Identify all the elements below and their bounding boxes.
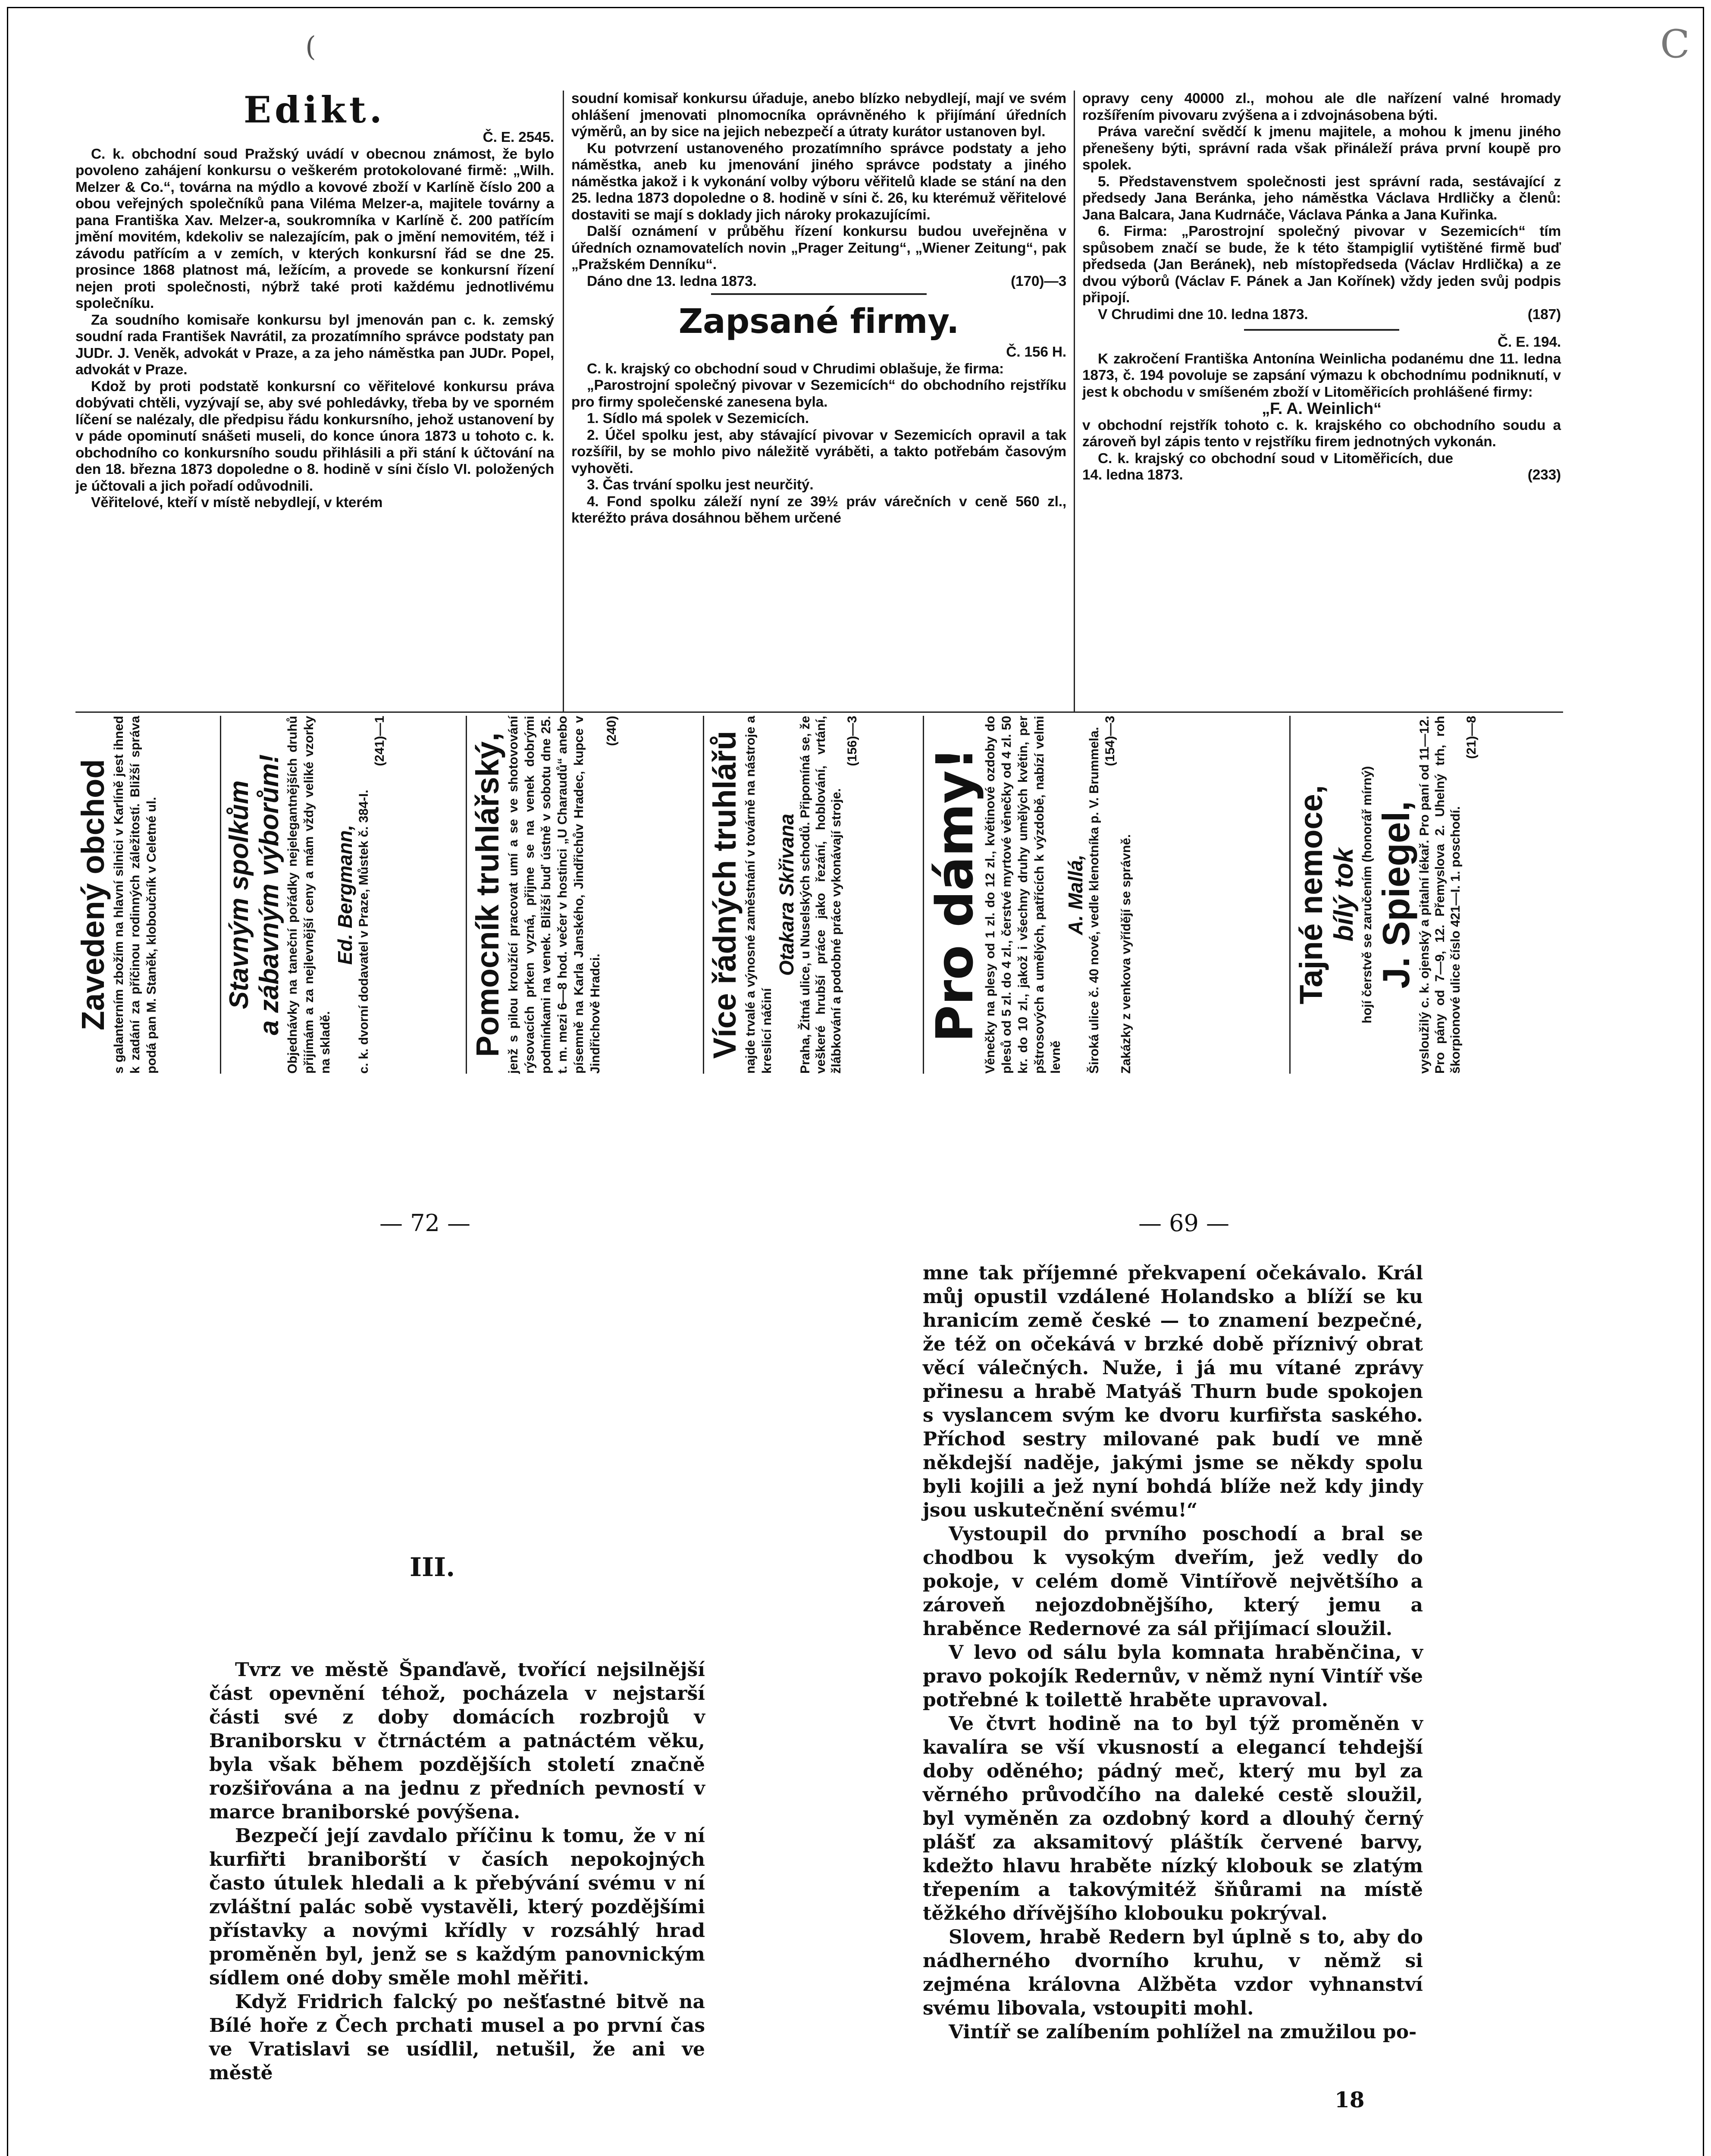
- page-number-left: — 72 —: [379, 1210, 471, 1237]
- firms-paragraph: „Parostrojní společný pivovar v Sezemicích“ do obchodního rejstříku pro firmy společenské zanesena byla.: [571, 377, 1066, 410]
- weinlich-sign: C. k. krajský co obchodní soud v Litoměřicích, due 14. ledna 1873.: [1082, 450, 1453, 483]
- ad-signature-note: c. k. dvorní dodavatel v Praze, Můstek č. 384-I.: [357, 790, 371, 1074]
- book-paragraph: Tvrz ve městě Španďavě, tvořící nejsilnější část opevnění téhož, pocházela v nejstarší části své z doby domácích rozbrojů v Braniborsku v čtrnáctém a patnáctém věku, byla však během pozdějších století značně rozšiřována a na jednu z předních pevností v marce braniborské povýšena.: [209, 1659, 705, 1823]
- ad-divider: [923, 716, 924, 1074]
- firms-continued-column: [1082, 91, 1561, 484]
- firms-paragraph: opravy ceny 40000 zl., mohou ale dle nařízení valné hromady rozšířením pivovaru zvýšena a i zdvojnásobena býti.: [1082, 91, 1561, 123]
- ad-truhlaru: [707, 716, 921, 1074]
- ad-divider: [1289, 716, 1291, 1074]
- ad-spolkum: [224, 716, 464, 1074]
- book-paragraph: Slovem, hrabě Redern byl úplně s to, aby do nádherného dvorního kruhu, v němž si zejména královna Alžběta vzdor vyhnanství svému libovala, vstoupiti mohl.: [923, 1926, 1423, 2019]
- firms-paragraph: 5. Představenstvem společnosti jest správní rada, sestávající z předsedy Jana Beránka, jeho náměstka Václava Hrdličky a členů: Jana Balcara, Jana Kudrnáče, Václava Pánka a Jana Kuřinka.: [1082, 173, 1561, 223]
- book-paragraph: Vystoupil do prvního poschodí a bral se chodbou k vysokým dveřím, jež vedly do pokoje, v celém domě Vintířově největšího a zároveň nejozdobnějšího, který jemu a hraběnce Redernové za sál přijímací sloužil.: [923, 1523, 1423, 1640]
- ad-signature-note: Široká ulice č. 40 nové, vedle klenotníka p. V. Brummela.: [1087, 727, 1101, 1074]
- edikt-ref: Č. E. 2545.: [483, 129, 554, 145]
- page-number-right: — 69 —: [1138, 1210, 1230, 1237]
- advertisements-band: [75, 716, 1563, 1074]
- ad-heading: Pro dámy!: [925, 747, 984, 1043]
- chrudim-dateline: [1082, 307, 1561, 323]
- ad-zavedeny-obchod: [75, 716, 218, 1074]
- edikt-paragraph: Věřitelové, kteří v místě nebydlejí, v kterém: [91, 495, 383, 511]
- firms-paragraph: 4. Fond spolku záleží nyní ze 39½ práv várečních v ceně 560 zl., kteréžto práva dosáhnou během určené: [571, 493, 1066, 526]
- ad-ref: (154)—3: [1103, 716, 1117, 766]
- weinlich-firm: „F. A. Weinlich“: [1262, 400, 1382, 418]
- section-divider: [1244, 329, 1399, 331]
- ad-signature-note: vysloužilý c. k. ojenský a pitalní lékař. Pro paní od 11—12. Pro pány od 7—9, 12. Přemyslova 2. Uhelný trh, roh škorpionové ulice číslo 421—I. 1. poschodí.: [1417, 716, 1463, 1074]
- edikt-paragraph: C. k. obchodní soud Pražský uvádí v obecnou známost, že bylo povoleno zahájení konkursu o veškerém protokolované firmě: „Wilh. Melzer & Co.“, továrna na mýdlo a kovové zboží v Karlíně číslo 200 a obou veřejných společníků pana Viléma Melzer-a, majitele továrny a pana Františka Xav. Melzer-a, soukromníka v Karlíně č. 200 patřícím jmění movitém, kdekoliv se nalezajícím, pak o jmění nemovitém, též i závodu patřícím a v zemích, v kterých konkursní řád se dne 25. prosince 1868 platnost má, ležícím, a provede se konkursní řízení nejen proti společnosti, nýbrž také proti každému jednotlivému společníku.: [75, 146, 554, 311]
- ad-ref: (241)—1: [373, 716, 387, 766]
- chrudim-date: V Chrudimi dne 10. ledna 1873.: [1098, 306, 1308, 323]
- book-paragraph: mne tak příjemné překvapení očekávalo. Král můj opustil vzdálené Holandsko a blíží se ku hranicím země české — to znamení bezpečné, že též on očekává v brzké době příznivý obrat věcí válečných. Nuže, i já mu vítané zprávy přinesu a hrabě Matyáš Thurn bude spokojen s vyslancem svým ke dvoru kurfiřsta saského. Příchod sestry milované pak budí ve mně někdejší naděje, jakými jsme se někdy spolu byli kojili a jež nyní bohdá blíže než kdy jindy jsou uskutečnění svému!“: [923, 1262, 1423, 1521]
- book-page-left: [209, 1658, 705, 2085]
- notice-paragraph: Další oznámení v průběhu řízení konkursu budou uveřejněna v úředních oznamovatelích novin „Prager Zeitung“, „Wiener Zeitung“, pak „Pražském Denníku“.: [571, 223, 1066, 273]
- ad-pro-damy: [927, 716, 1287, 1074]
- ad-subheading: bílý tok: [1329, 848, 1359, 942]
- ad-ref: (156)—3: [845, 716, 859, 766]
- notice-dateline: [571, 273, 1066, 290]
- book-page-right: [923, 1261, 1423, 2044]
- firms-heading: Zapsané firmy.: [678, 302, 959, 341]
- book-paragraph: Bezpečí její zavdalo příčinu k tomu, že v ní kurfiřti braniborští v časích nepokojných často útulek hledali a k přebývání svému v ní zvláštní palác sobě vystavěli, který pozdějšími přístavky a novými křídly v rozsáhlý hrad proměněn byl, jenž se s každým panovnickým sídlem oné doby směle mohl měřiti.: [209, 1825, 705, 1989]
- ads-top-rule: [75, 711, 1563, 713]
- edikt-paragraph: Kdož by proti podstatě konkursní co věřitelové konkursu práva dobývati chtěli, vyzývají se, aby své pohledávky, třeba by ve sporném líčení se nalézaly, dle předpisu řádu konkursního, jehož ustanovení by v páde opominutí snášeti museli, do konce února 1873 u tohoto c. k. obchodního co konkursního soudu přihlásili a při stání k účtování na den 18. března 1873 dopoledne o 8. hodině v síni číslo VI. položených je účtovali a jich pořadí odůvodnili.: [75, 378, 554, 494]
- firms-paragraph: 3. Čas trvání spolku jest neurčitý.: [587, 477, 814, 493]
- notice-column: [571, 91, 1066, 527]
- ad-subheading: a zábavným výborům!: [254, 754, 284, 1035]
- ad-heading: Pomocník truhlářský,: [470, 732, 505, 1057]
- book-paragraph: Když Fridrich falcký po nešťastné bitvě na Bílé hoře z Čech prchati musel a po první čas ve Vratislavi se usídlil, netušil, že ani ve městě: [209, 1991, 705, 2084]
- column-rule: [563, 91, 564, 711]
- firms-paragraph: Práva vareční svědčí k jmenu majitele, a mohou k jmenu jiného přenešeny býti, správní rada však přináleží práva první koupě pro spolek.: [1082, 124, 1561, 173]
- ad-divider: [220, 716, 221, 1074]
- ad-signature: A. Mallá,: [1064, 854, 1087, 935]
- book-paragraph: V levo od sálu byla komnata hraběnčina, v pravo pokojík Redernův, v němž nyní Vintíř vše potřebné k toilettě hraběte upravoval.: [923, 1642, 1423, 1711]
- ad-heading: Více řádných truhlářů: [707, 730, 743, 1059]
- ad-body: Objednávky na taneční pořádky nejelegantnějších druhů přijímám a za nejlevnější ceny a mám vždy veliké vzorky na skladě.: [285, 716, 332, 1074]
- notice-paragraph: Ku potvrzení ustanoveného prozatímního správce podstaty a jeho náměstka, aneb ku jmenování jiného správce podstaty a jiného náměstka jakož i k vykonání volby výboru věřitelů klade se stání na den 25. ledna 1873 dopoledne o 8. hodině v síni č. 26, ku kterémuž věřitelové dostaviti se mají s doklady jich nároky prokazujícími.: [571, 140, 1066, 223]
- section-divider: [711, 293, 927, 295]
- ad-tajne-nemoce: [1294, 716, 1563, 1074]
- chapter-heading: III.: [410, 1552, 455, 1583]
- firms-paragraph: 2. Účel spolku jest, aby stávající pivovar v Sezemicích opravil a tak rozšířil, by se mohlo pivo náležitě vyráběti, a takto potřebám časovým vyhověti.: [571, 427, 1066, 476]
- firms-paragraph: 6. Firma: „Parostrojní společný pivovar v Sezemicích“ tím spůsobem značí se bude, že k této štampiglií vytištěné firmě buď předseda (Jan Beránek), neb místopředseda (Václav Hrdlička) a ze dvou výborů (Václav F. Pánek a Jan Kořínek) vždy jeden svůj podpis připojí.: [1082, 223, 1561, 306]
- column-rule: [1074, 91, 1075, 711]
- notice-paragraph: soudní komisař konkursu úřaduje, anebo blízko nebydlejí, mají ve svém ohlášení jmenovati plnomocníka oprávněného k přijímání úředních výměrů, an by sice na jejich nebezpečí a útraty kurátor ustanoven byl.: [571, 91, 1066, 140]
- edikt-column: [75, 88, 554, 511]
- book-paragraph: Ve čtvrt hodině na to byl týž proměněn v kavalíra se vší vkusností a elegancí tehdejší doby oděného; pádný meč, který mu byl za věrného průvodčího na daleké cestě sloužil, byl vyměněn za ozdobný kord a dlouhý černý plášť za aksamitový pláštík červené barvy, kdežto hlavu hraběte nízký klobouk se zlatým třepením a takovýmitéž šňůrami na místě těžkého dřívějšího klobouku pokrýval.: [923, 1713, 1423, 1924]
- book-paragraph: Vintíř se zalíbením pohlížel na zmužilou po-: [949, 2021, 1417, 2043]
- chrudim-ref: (187): [1527, 306, 1561, 323]
- ad-heading: Tajné nemoce,: [1293, 785, 1329, 1005]
- ad-ref: (240): [605, 716, 619, 746]
- ad-body: jenž s pilou kroužící pracovat umí a se ve shotovování rýsovacích prken vyzná, přijme se na venek dobrými podmínkami na venek. Bližší buď ústně v sobotu dne 25. t. m. mezi 6—8 hod. večer v hostinci „U Charaudů“ anebo písemně na Karla Janského, Jindřichův Hradec, kupce v Jindřichově Hradci.: [506, 716, 602, 1074]
- ad-divider: [703, 716, 704, 1074]
- ad-heading: Zavedený obchod: [75, 759, 111, 1031]
- edikt-title: Edikt.: [244, 88, 385, 131]
- weinlich-ref: Č. E. 194.: [1498, 334, 1561, 350]
- ad-signature: Ed. Bergmann,: [334, 824, 356, 965]
- firms-paragraph: 1. Sídlo má spolek v Sezemicích.: [587, 411, 809, 426]
- ad-body: hojí čerstvě se zaručením (honorář mírný): [1360, 766, 1374, 1024]
- signature-mark: 18: [1335, 2087, 1365, 2112]
- notice-date-ref: (170)—3: [1011, 273, 1066, 289]
- weinlich-paragraph: v obchodní rejstřík tohoto c. k. krajského co obchodního soudu a zároveň byl zápis tento v rejstříku firem jednotných vykonán.: [1082, 417, 1561, 450]
- ad-heading: Stavným spolkům: [224, 780, 254, 1009]
- ad-note: Zakázky z venkova vyřídějí se správně.: [1119, 834, 1133, 1074]
- margin-mark: (: [305, 31, 316, 63]
- ad-body: Věnečky na plesy od 1 zl. do 12 zl., květinové ozdoby do plesů od 5 zl. do 4 zl., čerstvé myrtové věnečky od 4 zl. 50 kr. do 10 zl., jakož i všechny druhy umělých květin, per pštrosových a umělých, patřících k výzdobě, nabízí velmi levně: [983, 716, 1063, 1074]
- edikt-paragraph: Za soudního komisaře konkursu byl jmenován pan c. k. zemský soudní rada František Navrátil, za prozatímního správce podstaty pan JUDr. J. Veněk, advokát v Praze, a za jeho náměstka pan JUDr. Popel, advokát v Praze.: [75, 312, 554, 378]
- ad-divider: [466, 716, 467, 1074]
- margin-mark-c: C: [1660, 22, 1690, 67]
- notice-date: Dáno dne 13. ledna 1873.: [587, 273, 757, 289]
- ad-body: najde trvalé a výnosné zaměstnání v továrně na nástroje a kreslicí náčiní: [743, 716, 774, 1074]
- ad-ref: (21)—8: [1464, 716, 1479, 759]
- weinlich-sign-ref: (233): [1527, 467, 1561, 483]
- ad-signature: J. Spiegel,: [1375, 801, 1417, 989]
- firms-ref: Č. 156 H.: [1006, 344, 1066, 360]
- weinlich-signline: [1082, 451, 1561, 484]
- ad-pomocnik: [470, 716, 701, 1074]
- firms-paragraph: C. k. krajský co obchodní soud v Chrudimi oblašuje, že firma:: [587, 360, 1004, 377]
- ad-signature-note: Praha, Žitná ulice, u Nuselských schodů. Připomíná se, že veškeré hrubší práce jako řezání, hoblování, vrtání, žlábkování a podobné práce vykonávají stroje.: [798, 716, 843, 1074]
- ad-body: s galanterním zbožím na hlavní silnici v Karlíně jest ihned k zadání za příčinou rodinných záležitostí. Bližší správa podá pan M. Staněk, kloboučník v Celetné ul.: [112, 716, 159, 1074]
- weinlich-paragraph: K zakročení Františka Antonína Weinlicha podanému dne 11. ledna 1873, č. 194 povoluje se zapsání výmazu k obchodnímu podniknutí, v jest k obchodu v smíšeném zboží v Litoměřicích prohlášené firmy:: [1082, 351, 1561, 400]
- ad-signature: Otakara Skřivana: [775, 814, 798, 976]
